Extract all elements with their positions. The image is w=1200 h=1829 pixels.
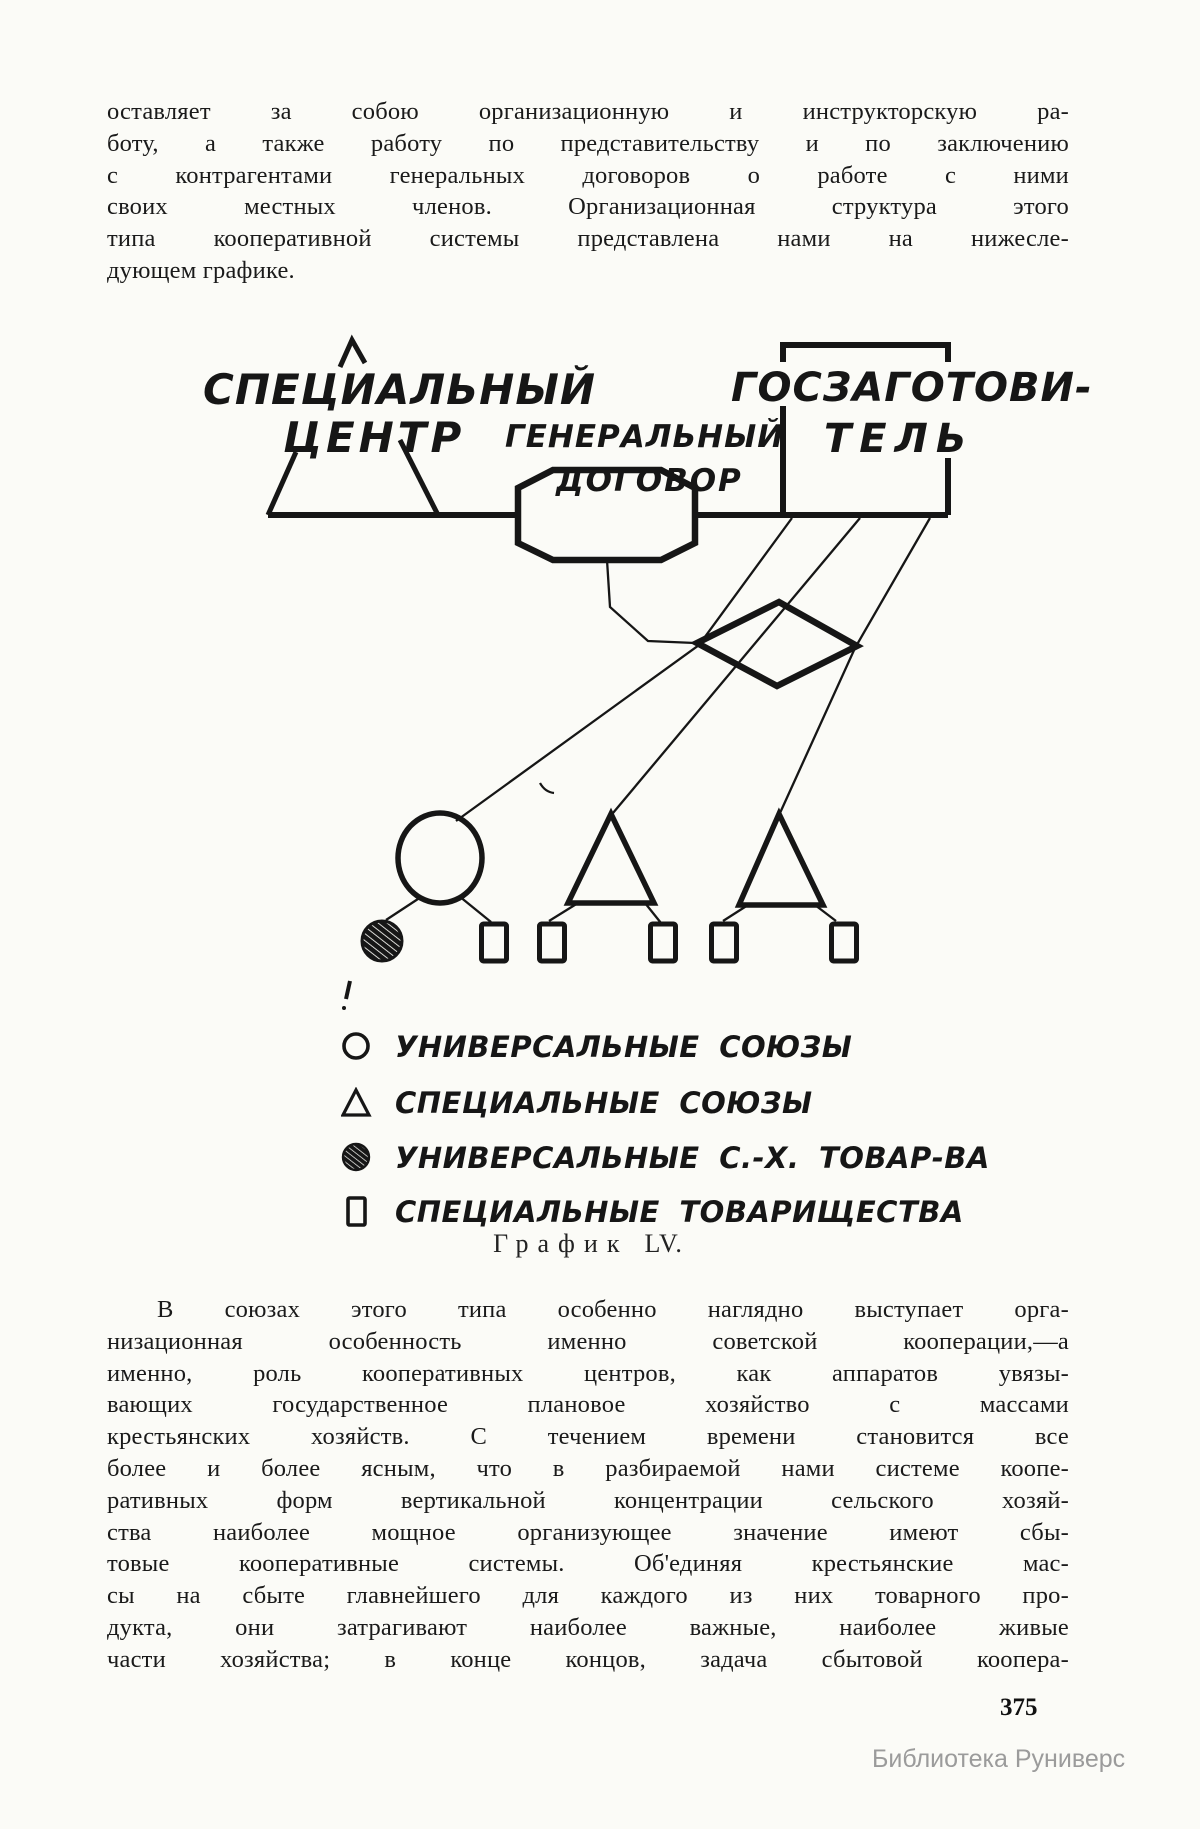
special-center-label-line2: ЦЕНТР [283,413,466,462]
legend-item [341,1086,813,1120]
paragraph-line: части хозяйства; в конце концов, задача сбытовой коопера- [107,1645,1069,1673]
paragraph-line: своих местных членов. Организационная структура этого [107,193,1069,221]
special-union-triangle-1 [568,814,654,903]
legend-item [341,1030,852,1064]
triangle-outline-icon [341,1087,373,1119]
legend-item [341,1195,964,1229]
paragraph-line: В союзах этого типа особенно наглядно выступает орга- [157,1296,1069,1323]
state-procurer-label-line1: ГОСЗАГОТОВИ- [731,365,1093,411]
special-union-triangle-2 [739,814,823,905]
ink-mark [346,981,350,999]
figure-caption [107,1229,1069,1259]
paragraph-line: вающих государственное плановое хозяйство с массами [107,1391,1069,1419]
special-center-label-line1: СПЕЦИАЛЬНЫЙ [203,365,596,414]
square-outline-icon [341,1196,373,1228]
paragraph-line: товые кооперативные системы. Об'единяя крестьянские мас- [107,1550,1069,1578]
circle-outline-icon [341,1031,373,1063]
legend-label: УНИВЕРСАЛЬНЫЕ С.-Х. ТОВАР-ВА [395,1141,990,1175]
figure-caption-numeral: LV. [644,1229,683,1258]
leg-line [459,896,491,922]
octagon-to-diamond-line [607,560,695,643]
legend-label: СПЕЦИАЛЬНЫЕ СОЮЗЫ [395,1086,813,1120]
page-number: 375 [1000,1694,1038,1721]
universal-partnership-hatched-circle [362,921,402,961]
paragraph-line: боту, а также работу по представительству и по заключению [107,129,1069,157]
special-partnership-square [832,924,857,961]
leg-line [386,897,421,920]
paragraph-line: низационная особенность именно советской кооперации,—а [107,1327,1069,1355]
leg-line [645,903,661,923]
universal-union-circle [398,813,482,903]
paragraph-line: более и более ясным, что в разбираемой нами системе коопе- [107,1454,1069,1482]
paragraph-line: дующем графике. [107,256,295,284]
special-partnership-square [651,924,676,961]
circle-hatched-icon [341,1142,373,1174]
fan-line-to-triangle-2 [780,518,930,813]
library-watermark: Библиотека Руниверс [872,1745,1126,1773]
special-partnership-square [540,924,565,961]
legend-item [341,1141,990,1175]
paragraph-line: ства наиболее мощное организующее значение имеют сбы- [107,1518,1069,1546]
paragraph-line: ративных форм вертикальной концентрации сельского хозяй- [107,1486,1069,1514]
special-partnership-square [482,924,507,961]
paragraph-line: оставляет за собою организационную и инструкторскую ра- [107,98,1069,125]
general-contract-label-line2: ДОГОВОР [556,463,743,499]
special-partnership-square [712,924,737,961]
state-procurer-label-line2: ТЕЛЬ [824,416,975,462]
ink-mark [540,783,554,793]
paragraph-line: именно, роль кооперативных центров, как аппаратов увязы- [107,1359,1069,1387]
paragraph-line: типа кооперативной системы представлена нами на нижесле- [107,225,1069,253]
leg-line [549,903,578,921]
figure-caption-word: График [493,1229,629,1258]
paragraph-line: дукта, они затрагивают наиболее важные, наиболее живые [107,1613,1069,1641]
paragraph-line: с контрагентами генеральных договоров о работе с ними [107,161,1069,189]
general-contract-label-line1: ГЕНЕРАЛЬНЫЙ [505,419,785,455]
legend-label: СПЕЦИАЛЬНЫЕ ТОВАРИЩЕСТВА [395,1195,964,1229]
paragraph-line: крестьянских хозяйств. С течением времени становится все [107,1423,1069,1451]
bottom-paragraph [107,1294,1069,1676]
paragraph-line: сы на сбыте главнейшего для каждого из них товарного про- [107,1582,1069,1610]
legend-label: УНИВЕРСАЛЬНЫЕ СОЮЗЫ [395,1030,853,1064]
ink-speck [342,1006,346,1010]
